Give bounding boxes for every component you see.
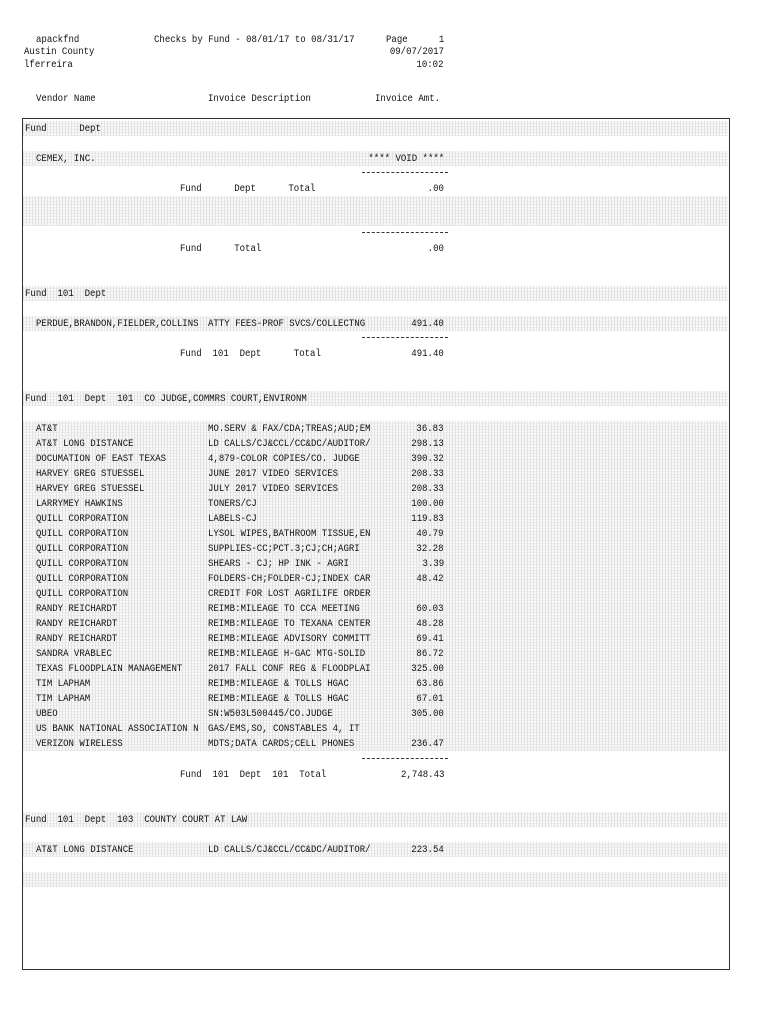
dept-total-amount: 491.40 — [411, 348, 444, 360]
vendor-name: QUILL CORPORATION — [36, 543, 129, 555]
dept-total-amount: .00 — [427, 183, 444, 195]
invoice-amount: 236.47 — [411, 738, 444, 750]
vendor-name: AT&T — [36, 423, 58, 435]
total-rule — [362, 232, 448, 233]
invoice-amount: 69.41 — [416, 633, 444, 645]
invoice-description: SUPPLIES-CC;PCT.3;CJ;CH;AGRI — [208, 543, 360, 555]
invoice-description: LD CALLS/CJ&CCL/CC&DC/AUDITOR/ — [208, 844, 371, 856]
page-number: 1 — [438, 34, 444, 46]
invoice-amount: 48.42 — [416, 573, 444, 585]
invoice-amount: 32.28 — [416, 543, 444, 555]
vendor-name: AT&T LONG DISTANCE — [36, 844, 134, 856]
total-rule — [362, 337, 448, 338]
invoice-description: LD CALLS/CJ&CCL/CC&DC/AUDITOR/ — [208, 438, 371, 450]
invoice-amount: 67.01 — [416, 693, 444, 705]
invoice-description: MO.SERV & FAX/CDA;TREAS;AUD;EM — [208, 423, 371, 435]
vendor-name: HARVEY GREG STUESSEL — [36, 468, 145, 480]
greenbar-band — [23, 196, 728, 211]
greenbar-band — [23, 691, 728, 706]
organization-name: Austin County — [24, 46, 95, 58]
vendor-name: TIM LAPHAM — [36, 678, 91, 690]
invoice-amount: 390.32 — [411, 453, 444, 465]
invoice-description: REIMB:MILEAGE TO CCA MEETING — [208, 603, 360, 615]
report-date: 09/07/2017 — [389, 46, 444, 58]
vendor-name: HARVEY GREG STUESSEL — [36, 483, 145, 495]
vendor-name: SANDRA VRABLEC — [36, 648, 112, 660]
greenbar-band — [23, 556, 728, 571]
greenbar-band — [23, 631, 728, 646]
report-user-code: apackfnd — [36, 34, 80, 46]
invoice-description: REIMB:MILEAGE & TOLLS HGAC — [208, 678, 349, 690]
invoice-description: JUNE 2017 VIDEO SERVICES — [208, 468, 339, 480]
dept-total-label: Fund Dept Total — [180, 183, 316, 195]
greenbar-band — [23, 586, 728, 601]
greenbar-band — [23, 511, 728, 526]
invoice-description: REIMB:MILEAGE TO TEXANA CENTER — [208, 618, 371, 630]
greenbar-band — [23, 421, 728, 436]
section-heading: Fund 101 Dept 103 COUNTY COURT AT LAW — [25, 814, 248, 826]
invoice-amount: 305.00 — [411, 708, 444, 720]
void-label: **** VOID **** — [368, 153, 444, 165]
invoice-description: ATTY FEES-PROF SVCS/COLLECTNG — [208, 318, 366, 330]
vendor-name: UBEO — [36, 708, 58, 720]
greenbar-band — [23, 571, 728, 586]
invoice-description: TONERS/CJ — [208, 498, 257, 510]
invoice-description: FOLDERS-CH;FOLDER-CJ;INDEX CAR — [208, 573, 371, 585]
invoice-amount: 100.00 — [411, 498, 444, 510]
vendor-name: TIM LAPHAM — [36, 693, 91, 705]
section-heading: Fund Dept — [25, 123, 101, 135]
invoice-amount: 298.13 — [411, 438, 444, 450]
greenbar-band — [23, 526, 728, 541]
column-header-vendor: Vendor Name — [36, 93, 96, 105]
vendor-name: QUILL CORPORATION — [36, 528, 129, 540]
invoice-amount: 86.72 — [416, 648, 444, 660]
report-user: lferreira — [24, 59, 73, 71]
dept-total-label: Fund 101 Dept Total — [180, 348, 321, 360]
invoice-description: JULY 2017 VIDEO SERVICES — [208, 483, 339, 495]
invoice-description: MDTS;DATA CARDS;CELL PHONES — [208, 738, 355, 750]
invoice-amount: 208.33 — [411, 468, 444, 480]
invoice-amount: 48.28 — [416, 618, 444, 630]
vendor-name: QUILL CORPORATION — [36, 588, 129, 600]
vendor-name: QUILL CORPORATION — [36, 558, 129, 570]
invoice-amount: 325.00 — [411, 663, 444, 675]
page-label: Page — [386, 34, 408, 46]
greenbar-band — [23, 872, 728, 887]
invoice-amount: 491.40 — [411, 318, 444, 330]
vendor-name: DOCUMATION OF EAST TEXAS — [36, 453, 167, 465]
total-rule — [362, 758, 448, 759]
invoice-description: LYSOL WIPES,BATHROOM TISSUE,EN — [208, 528, 371, 540]
section-heading: Fund 101 Dept — [25, 288, 107, 300]
vendor-name: QUILL CORPORATION — [36, 573, 129, 585]
vendor-name: PERDUE,BRANDON,FIELDER,COLLINS — [36, 318, 199, 330]
fund-total-label: Fund Total — [180, 243, 262, 255]
invoice-description: LABELS-CJ — [208, 513, 257, 525]
invoice-amount: 40.79 — [416, 528, 444, 540]
vendor-name: RANDY REICHARDT — [36, 633, 118, 645]
greenbar-band — [23, 121, 728, 136]
greenbar-band — [23, 601, 728, 616]
invoice-description: SHEARS - CJ; HP INK - AGRI — [208, 558, 349, 570]
column-header-description: Invoice Description — [208, 93, 311, 105]
vendor-name: VERIZON WIRELESS — [36, 738, 123, 750]
invoice-amount: 208.33 — [411, 483, 444, 495]
greenbar-band — [23, 616, 728, 631]
total-rule — [362, 172, 448, 173]
invoice-amount: 3.39 — [422, 558, 444, 570]
fund-total-amount: .00 — [427, 243, 444, 255]
greenbar-band — [23, 706, 728, 721]
greenbar-band — [23, 676, 728, 691]
greenbar-band — [23, 211, 728, 226]
invoice-description: REIMB:MILEAGE ADVISORY COMMITT — [208, 633, 371, 645]
dept-total-label: Fund 101 Dept 101 Total — [180, 769, 327, 781]
vendor-name: LARRYMEY HAWKINS — [36, 498, 123, 510]
invoice-description: REIMB:MILEAGE & TOLLS HGAC — [208, 693, 349, 705]
invoice-amount: 36.83 — [416, 423, 444, 435]
vendor-name: TEXAS FLOODPLAIN MANAGEMENT — [36, 663, 183, 675]
greenbar-band — [23, 286, 728, 301]
invoice-description: CREDIT FOR LOST AGRILIFE ORDER — [208, 588, 371, 600]
invoice-amount: 60.03 — [416, 603, 444, 615]
greenbar-band — [23, 736, 728, 751]
invoice-description: 4,879-COLOR COPIES/CO. JUDGE — [208, 453, 360, 465]
report-title: Checks by Fund - 08/01/17 to 08/31/17 — [154, 34, 355, 46]
vendor-name: AT&T LONG DISTANCE — [36, 438, 134, 450]
vendor-name: RANDY REICHARDT — [36, 603, 118, 615]
invoice-description: 2017 FALL CONF REG & FLOODPLAI — [208, 663, 371, 675]
vendor-name: RANDY REICHARDT — [36, 618, 118, 630]
invoice-description: GAS/EMS,SO, CONSTABLES 4, IT — [208, 723, 360, 735]
greenbar-band — [23, 541, 728, 556]
greenbar-band — [23, 646, 728, 661]
report-time: 10:02 — [416, 59, 444, 71]
section-heading: Fund 101 Dept 101 CO JUDGE,COMMRS COURT,ENVIRONM — [25, 393, 307, 405]
vendor-name: QUILL CORPORATION — [36, 513, 129, 525]
invoice-description: REIMB:MILEAGE H-GAC MTG-SOLID — [208, 648, 366, 660]
invoice-amount: 119.83 — [411, 513, 444, 525]
column-header-amount: Invoice Amt. — [375, 93, 441, 105]
vendor-name: CEMEX, INC. — [36, 153, 96, 165]
invoice-description: SN:W503L500445/CO.JUDGE — [208, 708, 333, 720]
invoice-amount: 223.54 — [411, 844, 444, 856]
dept-total-amount: 2,748.43 — [400, 769, 444, 781]
greenbar-band — [23, 496, 728, 511]
vendor-name: US BANK NATIONAL ASSOCIATION N — [36, 723, 199, 735]
invoice-amount: 63.86 — [416, 678, 444, 690]
